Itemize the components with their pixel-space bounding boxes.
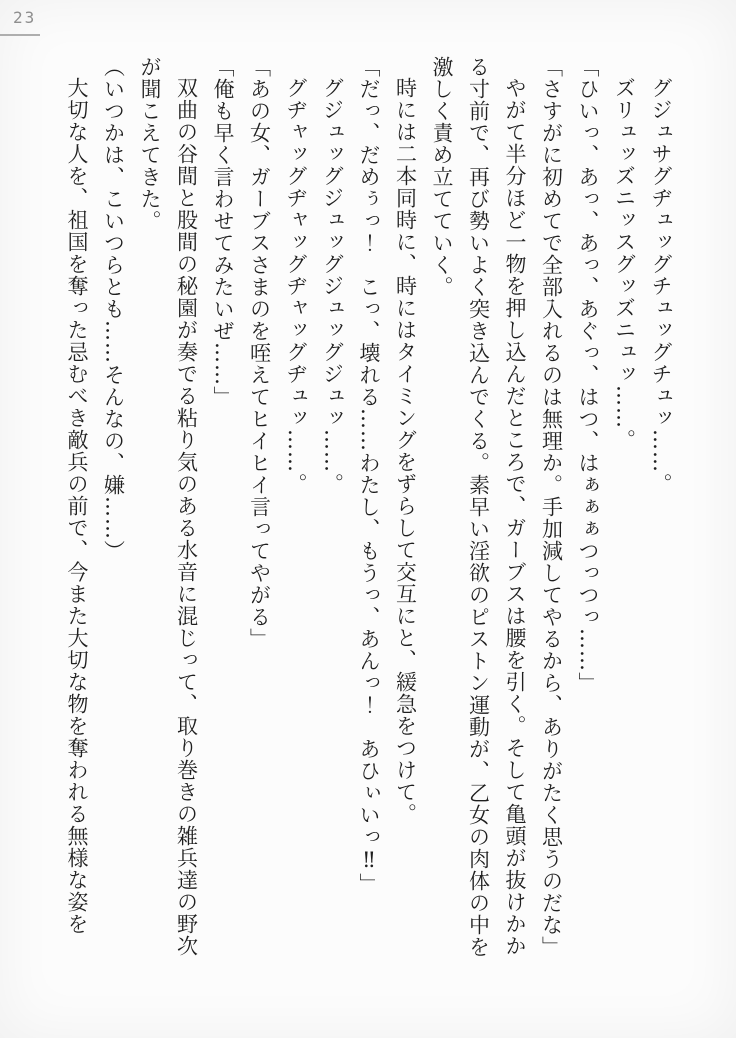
page-number-rule bbox=[0, 34, 40, 36]
paragraph: 「さすがに初めてで全部入れるのは無理か。手加減してやるから、ありがたく思うのだな」 bbox=[539, 56, 564, 958]
paragraph: グジュサグヂュッグチュッグチュッ……。 bbox=[649, 77, 673, 495]
paragraph: 「あの女、ガーブスさまのを咥えてヒイヒイ言ってやがる」 bbox=[247, 56, 272, 650]
paragraph: （いつかは、こいつらとも……そんなの、嫌……） bbox=[101, 56, 126, 562]
paragraph: 「だっ、だめぅっ！ こっ、壊れる……わたし、もうっ、あんっ！ あひぃいっ‼」 bbox=[357, 56, 381, 895]
paragraph: やがて半分ほど一物を押し込んだところで、ガーブスは腰を引く。そして亀頭が抜けかかる寸前で、再び勢いよく突き込んでくる。素早い淫欲のピストン運動が、乙女の肉体の中を激しく責め立てていく。 bbox=[430, 56, 527, 958]
paragraph: グジュッグジュッグジュッグジュッ……。 bbox=[320, 77, 345, 495]
paragraph: 双曲の谷間と股間の秘園が奏でる粘り気のある水音に混じって、取り巻きの雑兵達の野次が聞こえてきた。 bbox=[138, 56, 199, 957]
vertical-text-body bbox=[59, 56, 680, 966]
paragraph: 時には二本同時に、時にはタイミングをずらして交互にと、緩急をつけて。 bbox=[393, 77, 418, 825]
paragraph: 大切な人を、祖国を奪った忌むべき敵兵の前で、今また大切な物を奪われる無様な姿を bbox=[65, 77, 89, 935]
paragraph: ズリュッズニッスグッズニュッ……。 bbox=[612, 77, 637, 451]
paragraph: 「ひいっ、あっ、あっ、あぐっ、はつ、はぁぁぁつっつっ……」 bbox=[576, 56, 600, 694]
page-number: 23 bbox=[13, 8, 37, 27]
paragraph: 「俺も早く言わせてみたいぜ……」 bbox=[211, 56, 235, 408]
paragraph: グヂャッグヂャッグヂャッグヂュッ……。 bbox=[284, 77, 308, 495]
